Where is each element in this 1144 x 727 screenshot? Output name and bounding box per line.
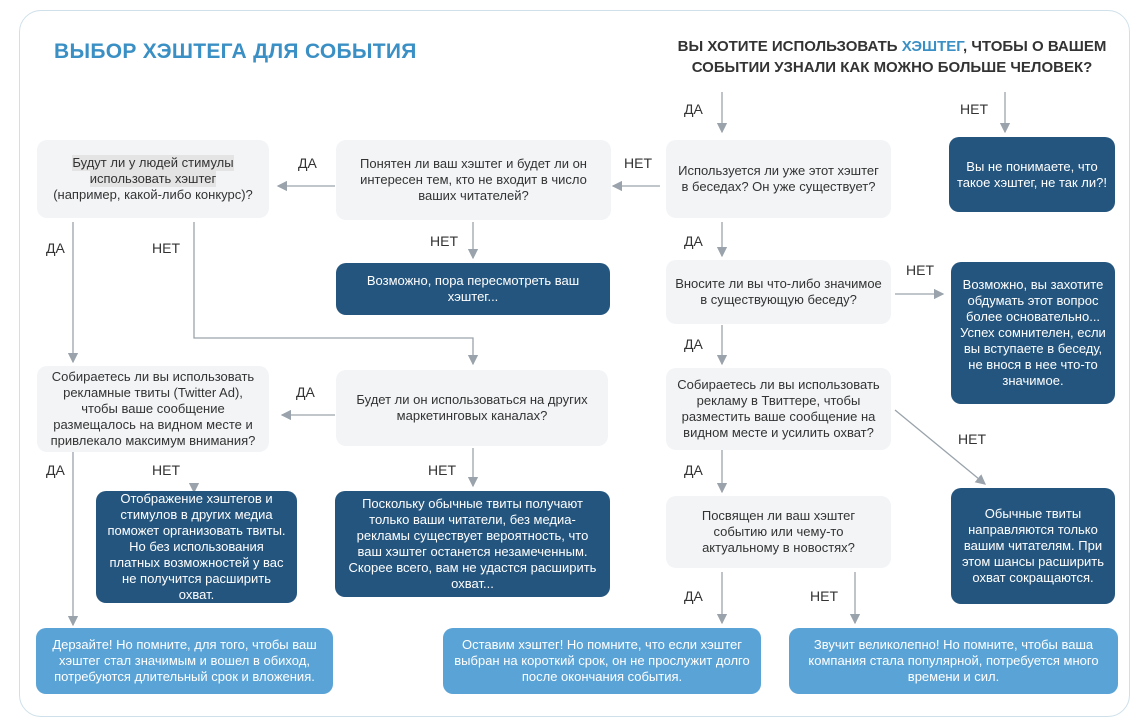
- label-no-5: НЕТ: [152, 240, 180, 256]
- label-yes-8: ДА: [684, 462, 703, 478]
- main-question-end: , ЧТОБЫ О ВАШЕМ СОБЫТИИ УЗНАЛИ КАК МОЖНО БОЛЬШЕ ЧЕЛОВЕК?: [691, 38, 1107, 76]
- node-think-more: Возможно, вы захотите обдумать этот вопрос более основательно... Успех сомнителен, если вы вступаете в беседу, не внося в нее что-то значимое.: [951, 262, 1115, 404]
- node-promoted-right: Собираетесь ли вы использовать рекламу в Твиттере, чтобы разместить ваше сообщение на видном месте и усилить охват?: [666, 368, 891, 450]
- label-yes-3: ДА: [684, 233, 703, 249]
- label-no-9: НЕТ: [810, 588, 838, 604]
- label-no-7: НЕТ: [152, 462, 180, 478]
- node-news-related: Посвящен ли ваш хэштег событию или чему-то актуальному в новостях?: [666, 496, 891, 568]
- label-yes-1: ДА: [684, 101, 703, 117]
- node-other-channels: Будет ли он использоваться на других маркетинговых каналах?: [336, 370, 608, 446]
- node-incentives-line-2: использовать хэштег: [89, 171, 217, 186]
- label-no-4: НЕТ: [906, 262, 934, 278]
- label-no-3: НЕТ: [430, 233, 458, 249]
- node-incentives-line-1: Будут ли у людей стимулы: [72, 155, 234, 170]
- node-leave-it: Оставим хэштег! Но помните, что если хэштег выбран на короткий срок, он не прослужит долго после окончания события.: [443, 628, 761, 694]
- main-question-start: ВЫ ХОТИТЕ ИСПОЛЬЗОВАТЬ: [677, 38, 902, 55]
- label-no-8: НЕТ: [428, 462, 456, 478]
- label-yes-7: ДА: [46, 462, 65, 478]
- node-contribute: Вносите ли вы что-либо значимое в существующую беседу?: [666, 260, 891, 324]
- node-not-understand: Вы не понимаете, что такое хэштег, не так ли?!: [949, 137, 1115, 212]
- label-yes-2: ДА: [298, 155, 317, 171]
- label-no-2: НЕТ: [624, 155, 652, 171]
- node-promoted-left: Собираетесь ли вы использовать рекламные твиты (Twitter Ad), чтобы ваше сообщение размещалось на видном месте и привлекало максимум внимания?: [37, 366, 269, 452]
- node-reconsider: Возможно, пора пересмотреть ваш хэштег...: [336, 263, 610, 315]
- node-used-already: Используется ли уже этот хэштег в беседах? Он уже существует?: [666, 140, 891, 218]
- label-yes-6: ДА: [296, 384, 315, 400]
- label-yes-4: ДА: [46, 240, 65, 256]
- label-yes-5: ДА: [684, 336, 703, 352]
- label-no-1: НЕТ: [960, 101, 988, 117]
- node-sounds-great: Звучит великолепно! Но помните, чтобы ваша компания стала популярной, потребуется много времени и сил.: [789, 628, 1118, 694]
- node-regular-tweets: Обычные твиты направляются только вашим читателям. При этом шансы расширить охват сокращаются.: [951, 488, 1115, 604]
- node-incentives-line-3: (например, какой-либо конкурс)?: [53, 187, 253, 202]
- node-other-media: Отображение хэштегов и стимулов в других медиа поможет организовать твиты. Но без использования платных возможностей у вас не получится расширить охват.: [96, 491, 297, 603]
- main-question-highlight: ХЭШТЕГ: [901, 38, 964, 55]
- label-no-6: НЕТ: [958, 431, 986, 447]
- arrow-promoted-regular: [895, 410, 985, 484]
- node-go-ahead: Дерзайте! Но помните, для того, чтобы ваш хэштег стал значимым и вошел в обиход, потребуются длительный срок и вложения.: [36, 628, 333, 694]
- node-incentives: [37, 140, 269, 218]
- label-yes-9: ДА: [684, 588, 703, 604]
- node-unnoticed: Поскольку обычные твиты получают только ваши читатели, без медиа-рекламы существует вероятность, что ваш хэштег останется незамеченным. Скорее всего, вам не удастся расширить охват...: [335, 491, 610, 597]
- diagram-title: ВЫБОР ХЭШТЕГА ДЛЯ СОБЫТИЯ: [54, 40, 417, 63]
- node-understandable: Понятен ли ваш хэштег и будет ли он интересен тем, кто не входит в число ваших читателей?: [336, 140, 611, 220]
